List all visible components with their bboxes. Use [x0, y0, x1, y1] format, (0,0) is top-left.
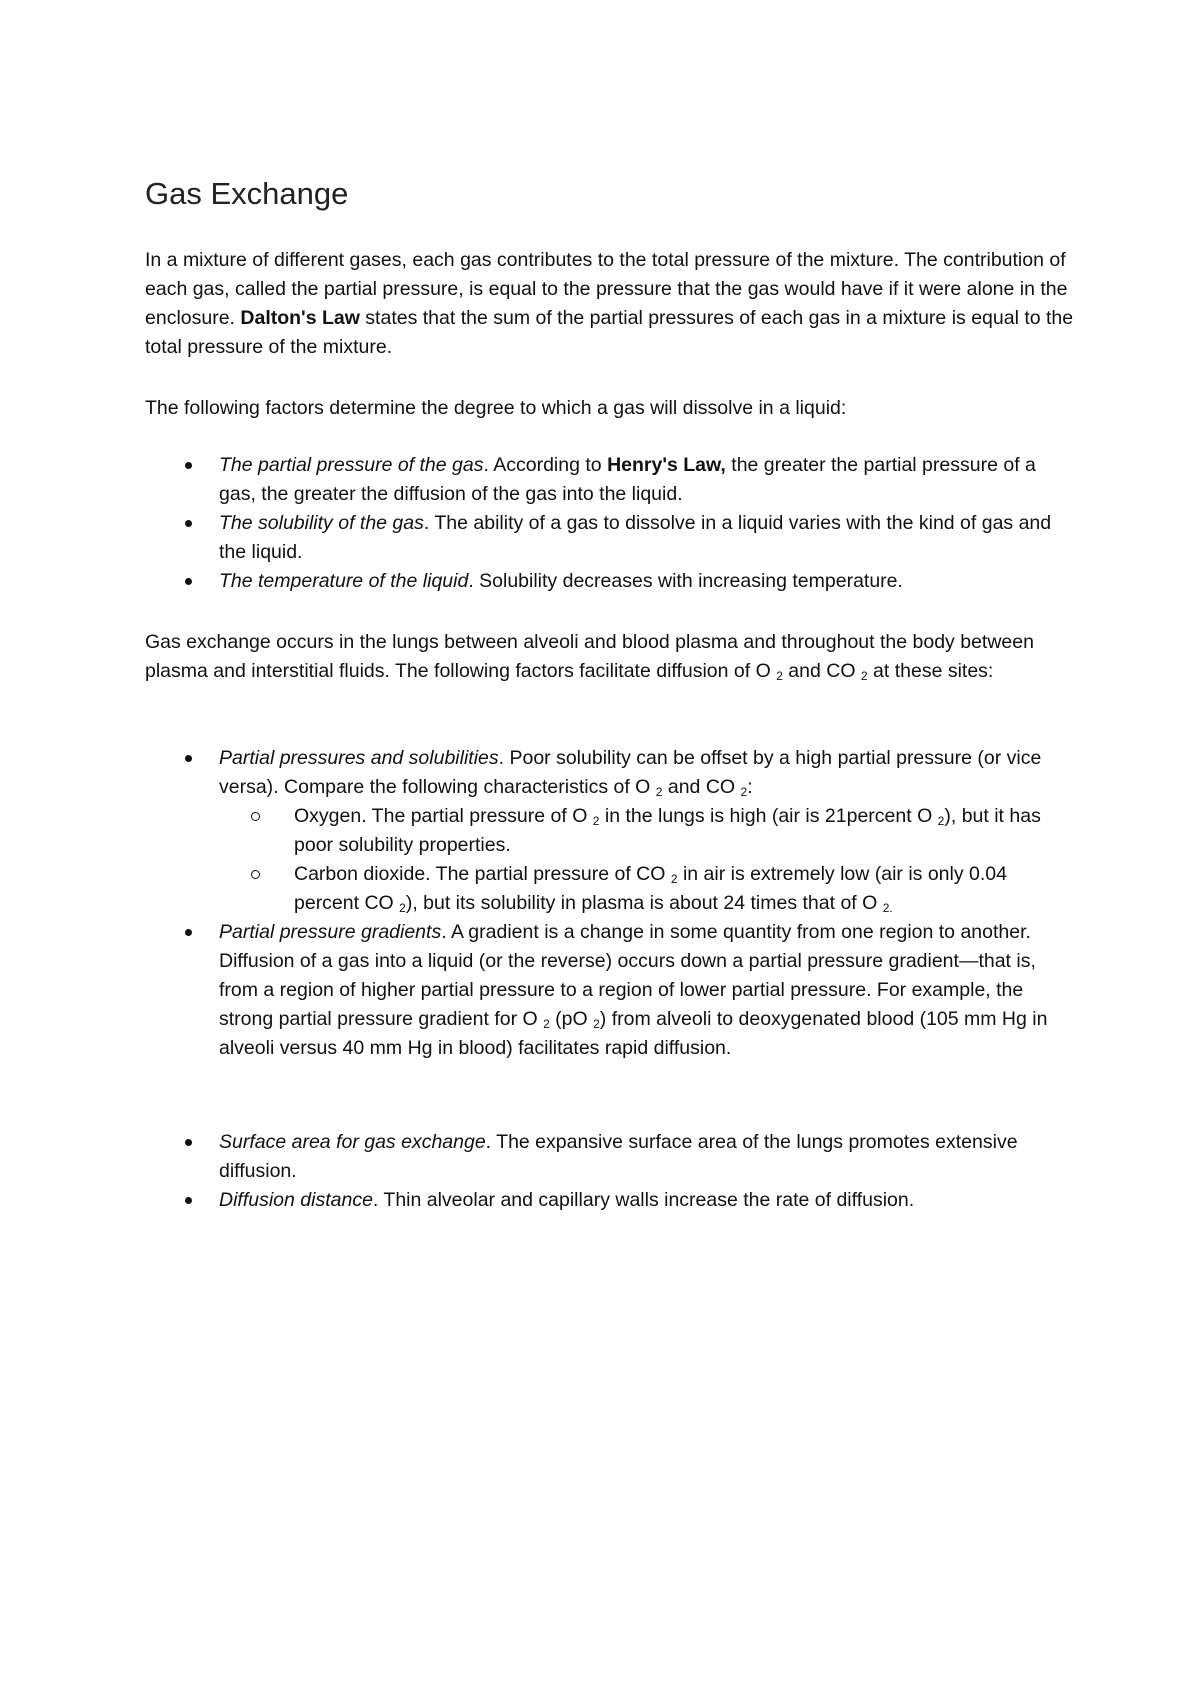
item-text: . Thin alveolar and capillary walls increase the rate of diffusion. — [372, 1189, 915, 1211]
subscript: 2 — [399, 901, 406, 915]
paragraph-daltons-law — [145, 246, 1075, 362]
sublist-item-oxygen — [219, 802, 1075, 860]
item-text: (pO — [549, 1008, 594, 1030]
bullet-icon — [185, 1197, 192, 1204]
bullet-icon — [185, 929, 192, 936]
item-text: . According to — [483, 454, 608, 476]
item-text: ), but its solubility in plasma is about 24 times that of O — [405, 892, 883, 914]
subscript: 2 — [670, 872, 678, 886]
sublist-item-carbon-dioxide — [219, 860, 1075, 918]
item-text: and CO — [662, 776, 741, 798]
list-item — [145, 451, 1075, 509]
bullet-icon — [185, 1139, 192, 1146]
list-item — [145, 567, 1075, 596]
henrys-law-term: Henry's Law, — [607, 454, 726, 476]
paragraph-text: states that the sum of the partial pressures of each gas in a mixture is equal to the total pressure of the mixture. — [145, 307, 1074, 358]
subscript: 2 — [593, 1017, 600, 1031]
item-term: Partial pressures and solubilities — [219, 747, 499, 769]
item-text: Carbon dioxide. The partial pressure of CO — [294, 863, 671, 885]
item-text: ) from alveoli to deoxygenated blood (105 mm Hg in alveoli versus 40 mm Hg in blood) facilitates rapid diffusion. — [219, 1008, 1048, 1059]
item-term: Diffusion distance — [219, 1189, 373, 1211]
item-text: in air is extremely low (air is only 0.04 percent CO — [294, 863, 1007, 914]
subscript: 2 — [860, 669, 868, 683]
item-text: . The ability of a gas to dissolve in a liquid varies with the kind of gas and the liquid. — [219, 512, 1052, 563]
paragraph-gas-exchange-sites — [145, 628, 1075, 686]
item-term: Surface area for gas exchange — [219, 1131, 486, 1153]
bullet-icon — [185, 578, 192, 585]
item-text: . The expansive surface area of the lungs promotes extensive diffusion. — [219, 1131, 1018, 1182]
list-item — [145, 918, 1075, 1063]
subscript: 2 — [655, 785, 663, 799]
list-item — [145, 744, 1075, 918]
item-term: The solubility of the gas — [219, 512, 424, 534]
bullet-icon — [185, 462, 192, 469]
item-text: in the lungs is high (air is 21percent O — [599, 805, 938, 827]
paragraph-text: and CO — [782, 660, 861, 682]
dissolve-factors-list — [145, 451, 1075, 596]
item-text: Oxygen. The partial pressure of O — [294, 805, 593, 827]
item-text: . Poor solubility can be offset by a high partial pressure (or vice versa). Compare the following characteristics of O — [219, 747, 1042, 798]
item-text: : — [747, 776, 753, 798]
item-term: Partial pressure gradients — [219, 921, 442, 943]
page-title: Gas Exchange — [145, 176, 349, 211]
item-text: . A gradient is a change in some quantity from one region to another. Diffusion of a gas into a liquid (or the reverse) occurs down a partial pressure gradient—that is, from a region of higher partial pressure to a region of lower partial pressure. For example, the strong partial pressure gradient for O — [219, 921, 1036, 1030]
list-item — [145, 509, 1075, 567]
paragraph-text: In a mixture of different gases, each gas contributes to the total pressure of the mixture. The contribution of each gas, called the partial pressure, is equal to the pressure that the gas would have if it were alone in the enclosure. — [145, 249, 1068, 329]
subscript: 2 — [543, 1017, 550, 1031]
subscript: 2 — [776, 669, 783, 683]
list-item — [145, 1128, 1075, 1186]
hollow-bullet-icon — [251, 812, 260, 821]
gas-comparison-sublist — [219, 802, 1075, 918]
item-term: The partial pressure of the gas — [219, 454, 484, 476]
item-text: ), but it has poor solubility properties. — [294, 805, 1041, 856]
item-term: The temperature of the liquid — [219, 570, 469, 592]
bullet-icon — [185, 520, 192, 527]
subscript: 2 — [937, 814, 945, 828]
exchange-factors-list — [145, 1128, 1075, 1215]
subscript: 2 — [592, 814, 600, 828]
paragraph-factors-intro: The following factors determine the degree to which a gas will dissolve in a liquid: — [145, 397, 847, 419]
diffusion-factors-list — [145, 744, 1075, 1063]
paragraph-text: at these sites: — [867, 660, 994, 682]
paragraph-text: Gas exchange occurs in the lungs between alveoli and blood plasma and throughout the body between plasma and interstitial fluids. The following factors facilitate diffusion of O — [145, 631, 1034, 682]
item-text: . Solubility decreases with increasing temperature. — [468, 570, 903, 592]
bullet-icon — [185, 755, 192, 762]
list-item — [145, 1186, 1075, 1215]
daltons-law-term: Dalton's Law — [240, 307, 360, 329]
item-text: the greater the partial pressure of a gas, the greater the diffusion of the gas into the liquid. — [219, 454, 1036, 505]
hollow-bullet-icon — [251, 870, 260, 879]
subscript: 2 — [740, 785, 748, 799]
subscript: 2. — [882, 901, 893, 915]
